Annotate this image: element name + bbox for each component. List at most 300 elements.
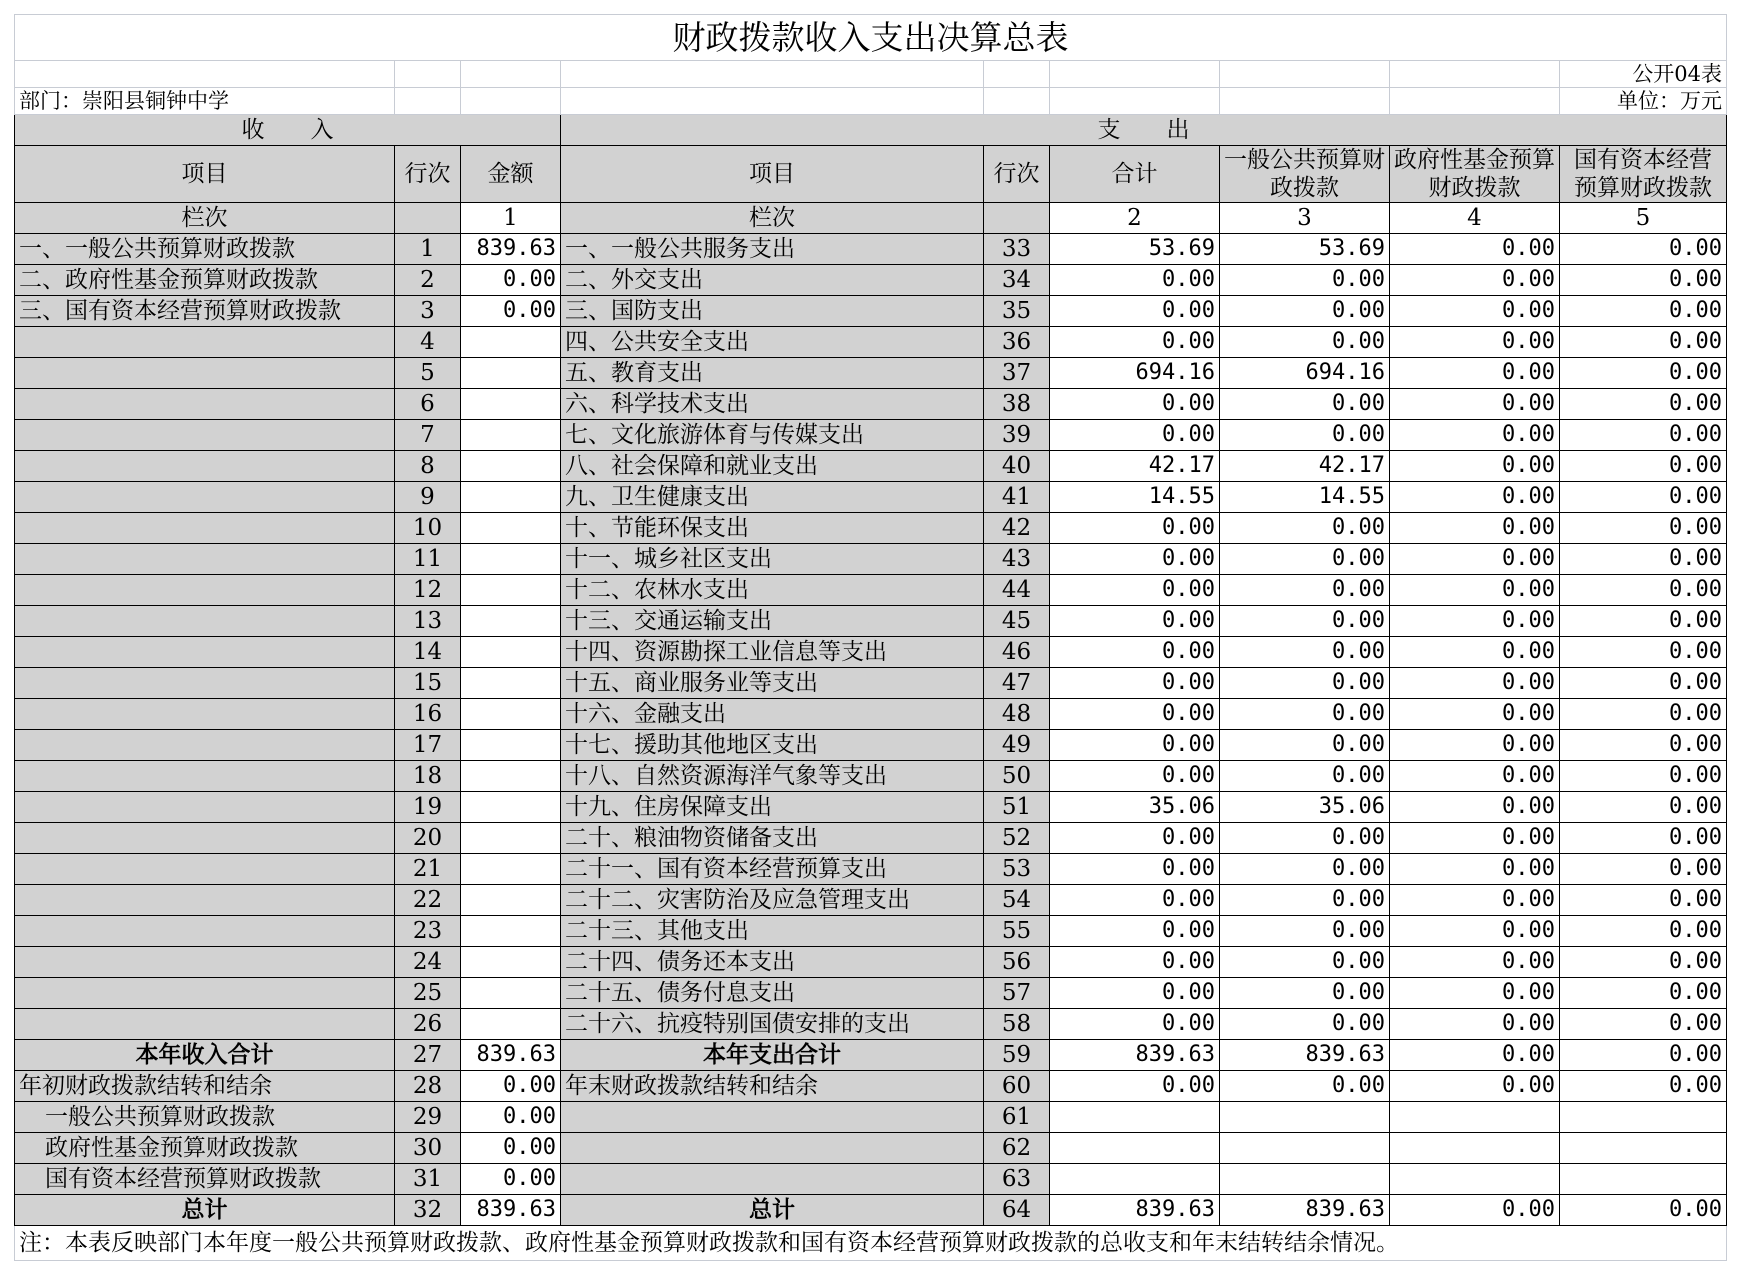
expense-item: 二、外交支出 — [561, 265, 984, 296]
total-amount: 0.00 — [1050, 699, 1220, 730]
expense-item: 十六、金融支出 — [561, 699, 984, 730]
expense-item: 十七、援助其他地区支出 — [561, 730, 984, 761]
row-number: 51 — [984, 792, 1050, 823]
fund-amount: 0.00 — [1390, 1071, 1560, 1102]
general-amount: 0.00 — [1220, 513, 1390, 544]
income-amount — [461, 389, 561, 420]
lanci-5: 5 — [1560, 203, 1727, 234]
income-amount — [461, 730, 561, 761]
expense-item: 十三、交通运输支出 — [561, 606, 984, 637]
income-item — [15, 544, 395, 575]
row-number: 57 — [984, 978, 1050, 1009]
income-item — [15, 699, 395, 730]
general-amount: 0.00 — [1220, 668, 1390, 699]
general-amount: 35.06 — [1220, 792, 1390, 823]
fund-amount: 0.00 — [1390, 947, 1560, 978]
expense-item-header: 项目 — [561, 146, 984, 203]
income-row-no-header: 行次 — [395, 146, 461, 203]
row-number: 22 — [395, 885, 461, 916]
state-amount: 0.00 — [1560, 327, 1727, 358]
total-header: 合计 — [1050, 146, 1220, 203]
general-amount: 0.00 — [1220, 296, 1390, 327]
income-item — [15, 885, 395, 916]
table-row — [15, 234, 1727, 265]
state-amount: 0.00 — [1560, 1195, 1727, 1226]
table-title: 财政拨款收入支出决算总表 — [15, 15, 1727, 61]
expense-item: 十二、农林水支出 — [561, 575, 984, 606]
income-amount-header: 金额 — [461, 146, 561, 203]
income-item — [15, 451, 395, 482]
row-number: 2 — [395, 265, 461, 296]
income-amount — [461, 792, 561, 823]
row-number: 61 — [984, 1102, 1050, 1133]
income-amount — [461, 482, 561, 513]
state-amount: 0.00 — [1560, 916, 1727, 947]
table-row — [15, 1009, 1727, 1040]
state-amount: 0.00 — [1560, 637, 1727, 668]
row-number: 56 — [984, 947, 1050, 978]
expense-item: 九、卫生健康支出 — [561, 482, 984, 513]
income-amount — [461, 575, 561, 606]
income-amount — [461, 451, 561, 482]
expense-item: 二十六、抗疫特别国债安排的支出 — [561, 1009, 984, 1040]
state-amount: 0.00 — [1560, 792, 1727, 823]
general-amount: 14.55 — [1220, 482, 1390, 513]
table-row — [15, 885, 1727, 916]
row-number: 27 — [395, 1040, 461, 1071]
row-number: 3 — [395, 296, 461, 327]
state-amount: 0.00 — [1560, 1071, 1727, 1102]
total-amount: 0.00 — [1050, 637, 1220, 668]
table-row — [15, 854, 1727, 885]
state-amount: 0.00 — [1560, 513, 1727, 544]
total-amount: 0.00 — [1050, 1071, 1220, 1102]
fund-amount: 0.00 — [1390, 544, 1560, 575]
total-amount: 0.00 — [1050, 916, 1220, 947]
income-amount: 0.00 — [461, 1071, 561, 1102]
income-item — [15, 513, 395, 544]
total-amount: 839.63 — [1050, 1195, 1220, 1226]
expense-header: 支 出 — [561, 115, 1727, 146]
income-amount — [461, 513, 561, 544]
income-item — [15, 327, 395, 358]
row-number: 29 — [395, 1102, 461, 1133]
row-number: 35 — [984, 296, 1050, 327]
fund-amount: 0.00 — [1390, 885, 1560, 916]
footnote: 注：本表反映部门本年度一般公共预算财政拨款、政府性基金预算财政拨款和国有资本经营预算财政拨款的总收支和年末结转结余情况。 — [15, 1226, 1727, 1261]
department-label: 部门：崇阳县铜钟中学 — [15, 88, 395, 115]
income-amount — [461, 327, 561, 358]
income-item — [15, 823, 395, 854]
carry-in-label: 年初财政拨款结转和结余 — [15, 1071, 395, 1102]
fund-amount: 0.00 — [1390, 1040, 1560, 1071]
income-amount — [461, 854, 561, 885]
table-row — [15, 699, 1727, 730]
fund-amount: 0.00 — [1390, 823, 1560, 854]
lanci-3: 3 — [1220, 203, 1390, 234]
row-number: 58 — [984, 1009, 1050, 1040]
fund-amount: 0.00 — [1390, 668, 1560, 699]
fund-amount: 0.00 — [1390, 575, 1560, 606]
expense-item: 二十、粮油物资储备支出 — [561, 823, 984, 854]
income-amount — [461, 823, 561, 854]
general-amount: 0.00 — [1220, 854, 1390, 885]
income-item — [15, 947, 395, 978]
state-amount: 0.00 — [1560, 854, 1727, 885]
table-row — [15, 327, 1727, 358]
total-amount: 0.00 — [1050, 947, 1220, 978]
general-amount: 0.00 — [1220, 947, 1390, 978]
state-amount: 0.00 — [1560, 234, 1727, 265]
grand-total-expense-label: 总计 — [561, 1195, 984, 1226]
expense-item: 十八、自然资源海洋气象等支出 — [561, 761, 984, 792]
income-item — [15, 978, 395, 1009]
total-amount: 0.00 — [1050, 327, 1220, 358]
fund-amount: 0.00 — [1390, 761, 1560, 792]
row-number: 36 — [984, 327, 1050, 358]
income-item-header: 项目 — [15, 146, 395, 203]
row-number: 37 — [984, 358, 1050, 389]
table-row — [15, 451, 1727, 482]
total-amount: 0.00 — [1050, 761, 1220, 792]
income-item — [15, 792, 395, 823]
total-amount: 42.17 — [1050, 451, 1220, 482]
fund-amount: 0.00 — [1390, 296, 1560, 327]
expense-item: 十九、住房保障支出 — [561, 792, 984, 823]
fund-amount: 0.00 — [1390, 420, 1560, 451]
income-item — [15, 606, 395, 637]
income-amount — [461, 544, 561, 575]
state-amount: 0.00 — [1560, 389, 1727, 420]
fund-amount: 0.00 — [1390, 606, 1560, 637]
sub-row-label: 一般公共预算财政拨款 — [15, 1102, 395, 1133]
fund-amount: 0.00 — [1390, 482, 1560, 513]
income-amount: 0.00 — [461, 1164, 561, 1195]
general-amount: 0.00 — [1220, 761, 1390, 792]
income-item — [15, 482, 395, 513]
table-row — [15, 575, 1727, 606]
income-item: 三、国有资本经营预算财政拨款 — [15, 296, 395, 327]
table-row — [15, 544, 1727, 575]
row-number: 47 — [984, 668, 1050, 699]
form-number: 公开04表 — [1560, 61, 1727, 88]
table-row — [15, 761, 1727, 792]
row-number: 42 — [984, 513, 1050, 544]
row-number: 21 — [395, 854, 461, 885]
fund-amount: 0.00 — [1390, 916, 1560, 947]
spreadsheet — [14, 14, 1726, 1261]
fund-amount: 0.00 — [1390, 854, 1560, 885]
expense-item: 二十二、灾害防治及应急管理支出 — [561, 885, 984, 916]
row-number: 7 — [395, 420, 461, 451]
total-amount: 0.00 — [1050, 1009, 1220, 1040]
row-number: 10 — [395, 513, 461, 544]
row-number: 16 — [395, 699, 461, 730]
fund-amount: 0.00 — [1390, 234, 1560, 265]
table-row — [15, 420, 1727, 451]
total-amount: 0.00 — [1050, 513, 1220, 544]
state-amount: 0.00 — [1560, 1009, 1727, 1040]
general-amount: 0.00 — [1220, 885, 1390, 916]
income-amount — [461, 1009, 561, 1040]
income-item — [15, 668, 395, 699]
row-number: 17 — [395, 730, 461, 761]
general-amount: 0.00 — [1220, 823, 1390, 854]
general-amount: 839.63 — [1220, 1195, 1390, 1226]
expense-item: 十五、商业服务业等支出 — [561, 668, 984, 699]
total-amount: 0.00 — [1050, 730, 1220, 761]
table-row — [15, 947, 1727, 978]
row-number: 59 — [984, 1040, 1050, 1071]
expense-item: 七、文化旅游体育与传媒支出 — [561, 420, 984, 451]
state-amount: 0.00 — [1560, 823, 1727, 854]
row-number: 48 — [984, 699, 1050, 730]
row-number: 53 — [984, 854, 1050, 885]
table-row — [15, 482, 1727, 513]
table-row — [15, 296, 1727, 327]
row-number: 9 — [395, 482, 461, 513]
row-number: 64 — [984, 1195, 1050, 1226]
expense-row-no-header: 行次 — [984, 146, 1050, 203]
row-number: 15 — [395, 668, 461, 699]
income-amount: 839.63 — [461, 1040, 561, 1071]
row-number: 33 — [984, 234, 1050, 265]
fund-amount: 0.00 — [1390, 730, 1560, 761]
sub-row-label: 国有资本经营预算财政拨款 — [15, 1164, 395, 1195]
income-item — [15, 420, 395, 451]
general-amount: 0.00 — [1220, 606, 1390, 637]
general-amount: 0.00 — [1220, 420, 1390, 451]
general-amount: 0.00 — [1220, 575, 1390, 606]
total-amount: 0.00 — [1050, 978, 1220, 1009]
income-header: 收 入 — [15, 115, 561, 146]
total-amount: 0.00 — [1050, 823, 1220, 854]
expense-item: 五、教育支出 — [561, 358, 984, 389]
income-item — [15, 1009, 395, 1040]
row-number: 31 — [395, 1164, 461, 1195]
table-row — [15, 730, 1727, 761]
fund-amount: 0.00 — [1390, 1009, 1560, 1040]
table-row — [15, 265, 1727, 296]
row-number: 32 — [395, 1195, 461, 1226]
total-amount: 0.00 — [1050, 606, 1220, 637]
income-item — [15, 761, 395, 792]
state-amount: 0.00 — [1560, 296, 1727, 327]
total-amount: 0.00 — [1050, 544, 1220, 575]
state-amount: 0.00 — [1560, 358, 1727, 389]
row-number: 13 — [395, 606, 461, 637]
income-amount — [461, 606, 561, 637]
general-amount: 0.00 — [1220, 730, 1390, 761]
row-number: 23 — [395, 916, 461, 947]
general-amount: 0.00 — [1220, 544, 1390, 575]
expense-item: 十、节能环保支出 — [561, 513, 984, 544]
expense-item: 四、公共安全支出 — [561, 327, 984, 358]
total-amount: 0.00 — [1050, 420, 1220, 451]
income-amount: 0.00 — [461, 1133, 561, 1164]
fund-amount: 0.00 — [1390, 265, 1560, 296]
row-number: 28 — [395, 1071, 461, 1102]
state-amount: 0.00 — [1560, 730, 1727, 761]
row-number: 4 — [395, 327, 461, 358]
income-item — [15, 575, 395, 606]
income-amount: 839.63 — [461, 234, 561, 265]
general-amount: 0.00 — [1220, 978, 1390, 1009]
row-number: 5 — [395, 358, 461, 389]
carry-out-label: 年末财政拨款结转和结余 — [561, 1071, 984, 1102]
income-amount: 0.00 — [461, 1102, 561, 1133]
row-number: 11 — [395, 544, 461, 575]
lanci-1: 1 — [461, 203, 561, 234]
row-number: 63 — [984, 1164, 1050, 1195]
row-number: 39 — [984, 420, 1050, 451]
row-number: 12 — [395, 575, 461, 606]
row-number: 43 — [984, 544, 1050, 575]
income-amount — [461, 761, 561, 792]
income-item: 一、一般公共预算财政拨款 — [15, 234, 395, 265]
fund-amount: 0.00 — [1390, 327, 1560, 358]
table-row — [15, 792, 1727, 823]
total-amount: 0.00 — [1050, 668, 1220, 699]
expense-item: 六、科学技术支出 — [561, 389, 984, 420]
row-number: 19 — [395, 792, 461, 823]
table-row — [15, 358, 1727, 389]
state-capital-header: 国有资本经营预算财政拨款 — [1560, 146, 1727, 203]
total-amount: 0.00 — [1050, 265, 1220, 296]
fiscal-summary-table — [14, 14, 1727, 1261]
income-amount: 0.00 — [461, 296, 561, 327]
general-amount: 42.17 — [1220, 451, 1390, 482]
row-number: 38 — [984, 389, 1050, 420]
grand-total-income-label: 总计 — [15, 1195, 395, 1226]
general-amount: 0.00 — [1220, 1071, 1390, 1102]
year-expense-total-label: 本年支出合计 — [561, 1040, 984, 1071]
fund-amount: 0.00 — [1390, 513, 1560, 544]
general-budget-header: 一般公共预算财政拨款 — [1220, 146, 1390, 203]
state-amount: 0.00 — [1560, 699, 1727, 730]
income-amount — [461, 978, 561, 1009]
general-amount: 0.00 — [1220, 699, 1390, 730]
row-number: 24 — [395, 947, 461, 978]
row-number: 46 — [984, 637, 1050, 668]
expense-item: 二十一、国有资本经营预算支出 — [561, 854, 984, 885]
total-amount: 35.06 — [1050, 792, 1220, 823]
row-number: 14 — [395, 637, 461, 668]
lanci-label: 栏次 — [15, 203, 395, 234]
total-amount: 0.00 — [1050, 389, 1220, 420]
lanci-label: 栏次 — [561, 203, 984, 234]
income-amount: 839.63 — [461, 1195, 561, 1226]
state-amount: 0.00 — [1560, 885, 1727, 916]
row-number: 34 — [984, 265, 1050, 296]
income-amount — [461, 947, 561, 978]
income-amount — [461, 637, 561, 668]
state-amount: 0.00 — [1560, 451, 1727, 482]
row-number: 25 — [395, 978, 461, 1009]
total-amount: 53.69 — [1050, 234, 1220, 265]
income-amount — [461, 358, 561, 389]
row-number: 26 — [395, 1009, 461, 1040]
lanci-4: 4 — [1390, 203, 1560, 234]
row-number: 20 — [395, 823, 461, 854]
table-row — [15, 637, 1727, 668]
row-number: 1 — [395, 234, 461, 265]
income-item — [15, 916, 395, 947]
total-amount: 839.63 — [1050, 1040, 1220, 1071]
expense-item: 八、社会保障和就业支出 — [561, 451, 984, 482]
income-item — [15, 730, 395, 761]
general-amount: 839.63 — [1220, 1040, 1390, 1071]
state-amount: 0.00 — [1560, 606, 1727, 637]
expense-item: 二十四、债务还本支出 — [561, 947, 984, 978]
table-row — [15, 978, 1727, 1009]
expense-item: 十四、资源勘探工业信息等支出 — [561, 637, 984, 668]
table-row — [15, 823, 1727, 854]
income-amount — [461, 699, 561, 730]
general-amount: 0.00 — [1220, 916, 1390, 947]
expense-item: 二十三、其他支出 — [561, 916, 984, 947]
income-amount — [461, 420, 561, 451]
row-number: 54 — [984, 885, 1050, 916]
row-number: 55 — [984, 916, 1050, 947]
row-number: 45 — [984, 606, 1050, 637]
fund-budget-header: 政府性基金预算财政拨款 — [1390, 146, 1560, 203]
income-amount — [461, 668, 561, 699]
state-amount: 0.00 — [1560, 668, 1727, 699]
table-row — [15, 513, 1727, 544]
row-number: 18 — [395, 761, 461, 792]
income-item — [15, 358, 395, 389]
fund-amount: 0.00 — [1390, 1195, 1560, 1226]
row-number: 30 — [395, 1133, 461, 1164]
unit-label: 单位：万元 — [1560, 88, 1727, 115]
general-amount: 0.00 — [1220, 1009, 1390, 1040]
state-amount: 0.00 — [1560, 947, 1727, 978]
state-amount: 0.00 — [1560, 978, 1727, 1009]
total-amount: 694.16 — [1050, 358, 1220, 389]
fund-amount: 0.00 — [1390, 978, 1560, 1009]
income-item — [15, 637, 395, 668]
state-amount: 0.00 — [1560, 544, 1727, 575]
row-number: 62 — [984, 1133, 1050, 1164]
fund-amount: 0.00 — [1390, 389, 1560, 420]
general-amount: 0.00 — [1220, 265, 1390, 296]
row-number: 50 — [984, 761, 1050, 792]
expense-item: 二十五、债务付息支出 — [561, 978, 984, 1009]
total-amount: 0.00 — [1050, 296, 1220, 327]
state-amount: 0.00 — [1560, 420, 1727, 451]
expense-item: 十一、城乡社区支出 — [561, 544, 984, 575]
state-amount: 0.00 — [1560, 575, 1727, 606]
income-item — [15, 389, 395, 420]
state-amount: 0.00 — [1560, 265, 1727, 296]
row-number: 52 — [984, 823, 1050, 854]
total-amount: 0.00 — [1050, 885, 1220, 916]
income-amount: 0.00 — [461, 265, 561, 296]
fund-amount: 0.00 — [1390, 358, 1560, 389]
row-number: 44 — [984, 575, 1050, 606]
row-number: 49 — [984, 730, 1050, 761]
expense-item: 三、国防支出 — [561, 296, 984, 327]
fund-amount: 0.00 — [1390, 792, 1560, 823]
year-income-total-label: 本年收入合计 — [15, 1040, 395, 1071]
income-item — [15, 854, 395, 885]
state-amount: 0.00 — [1560, 1040, 1727, 1071]
general-amount: 0.00 — [1220, 637, 1390, 668]
fund-amount: 0.00 — [1390, 699, 1560, 730]
fund-amount: 0.00 — [1390, 451, 1560, 482]
lanci-2: 2 — [1050, 203, 1220, 234]
